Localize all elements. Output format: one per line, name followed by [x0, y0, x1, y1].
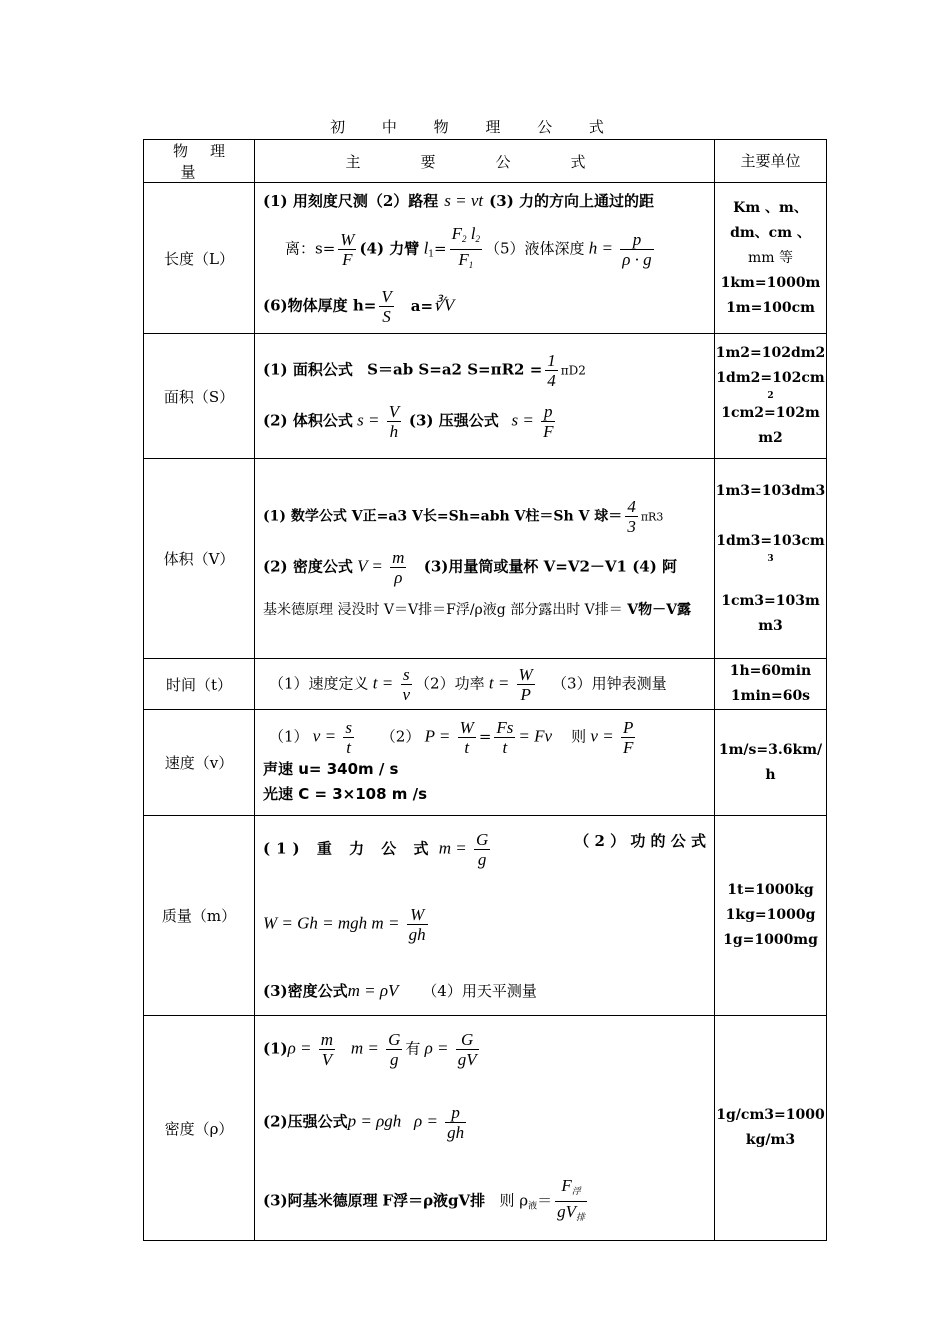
- table-header-row: [144, 140, 827, 183]
- quantity-time: 时间（t）: [144, 659, 255, 710]
- formulas-volume: (1) 数学公式 V正=a3 V长=Sh=abh V柱＝Sh V 球＝ $\frac{4}{3}$ πR3 (2) 密度公式 V = $\frac{m}{\rho}$ (3)用量筒或量杯 V=V2－V1 (4) 阿 基米德原理 浸没时 V＝V排＝F浮/ρ液g 部分露出时 V排＝ V物－V露: [255, 459, 715, 659]
- table-row: [144, 710, 827, 816]
- quantity-density: 密度（ρ）: [144, 1016, 255, 1241]
- quantity-volume: 体积（V）: [144, 459, 255, 659]
- units-speed: 1m/s=3.6km/ h: [715, 710, 827, 816]
- table-row: [144, 459, 827, 659]
- table-row: [144, 659, 827, 710]
- units-volume: 1m3=103dm3 1dm3=103cm 3 1cm3=103m m3: [715, 459, 827, 659]
- formulas-speed: （1） v = $\frac{s}{t}$ （2） P = $\frac{W}{t}$ = $\frac{Fs}{t}$ = Fv 则 v = $\frac{P}{F}$ 声速 u= 340m / s 光速 C = 3×108 m /s: [255, 710, 715, 816]
- units-density: 1g/cm3=1000 kg/m3: [715, 1016, 827, 1241]
- table-row: [144, 334, 827, 459]
- units-length: Km 、m、 dm、cm 、 mm 等 1km=1000m 1m=100cm: [715, 183, 827, 334]
- formulas-length: (1) 用刻度尺测（2）路程 s = vt (3) 力的方向上通过的距 离：s= $\frac{W}{F}$ (4) 力臂 $l_1=$ $\frac{F_2 l_2}{F_1}$ （5）液体深度 h = $\frac{p}{\rho \cdot g}$ (6)物体厚度 h= $\frac{V}{S}$ a=∛V: [255, 183, 715, 334]
- quantity-area: 面积（S）: [144, 334, 255, 459]
- units-mass: 1t=1000kg 1kg=1000g 1g=1000mg: [715, 816, 827, 1016]
- table-row: [144, 1016, 827, 1241]
- quantity-mass: 质量（m）: [144, 816, 255, 1016]
- formula-table: [143, 139, 827, 1241]
- table-row: [144, 816, 827, 1016]
- formulas-time: （1）速度定义 t = $\frac{s}{v}$ （2）功率 t = $\frac{W}{P}$ （3）用钟表测量: [255, 659, 715, 710]
- table-row: [144, 183, 827, 334]
- page-title: 初 中 物 理 公 式: [330, 118, 620, 136]
- quantity-length: 长度（L）: [144, 183, 255, 334]
- formulas-area: (1) 面积公式 S＝ab S=a2 S=πR2 = $\frac{1}{4}$ πD2 (2) 体积公式 s = $\frac{V}{h}$ (3) 压强公式 s = $\frac{p}{F}$: [255, 334, 715, 459]
- header-units: 主要单位: [715, 140, 827, 183]
- formulas-density: (1)ρ = $\frac{m}{V}$ m = $\frac{G}{g}$ 有 ρ = $\frac{G}{gV}$ (2)压强公式p = ρgh ρ = $\frac{p}{gh}$ (3)阿基米德原理 F浮＝ρ液gV排 则 $\rho_液=$ $\frac{F_浮}{gV_排}$: [255, 1016, 715, 1241]
- header-quantity: 物理量: [144, 140, 255, 183]
- quantity-speed: 速度（v）: [144, 710, 255, 816]
- formulas-mass: (1) 重 力 公 式 m = $\frac{G}{g}$ （ 2 ） 功 的 公 式 W = Gh = mgh m = $\frac{W}{gh}$ (3)密度公式m = ρV （4）用天平测量: [255, 816, 715, 1016]
- units-time: 1h=60min 1min=60s: [715, 659, 827, 710]
- header-formulas: 主要公式: [255, 140, 715, 183]
- units-area: 1m2=102dm2 1dm2=102cm 2 1cm2=102m m2: [715, 334, 827, 459]
